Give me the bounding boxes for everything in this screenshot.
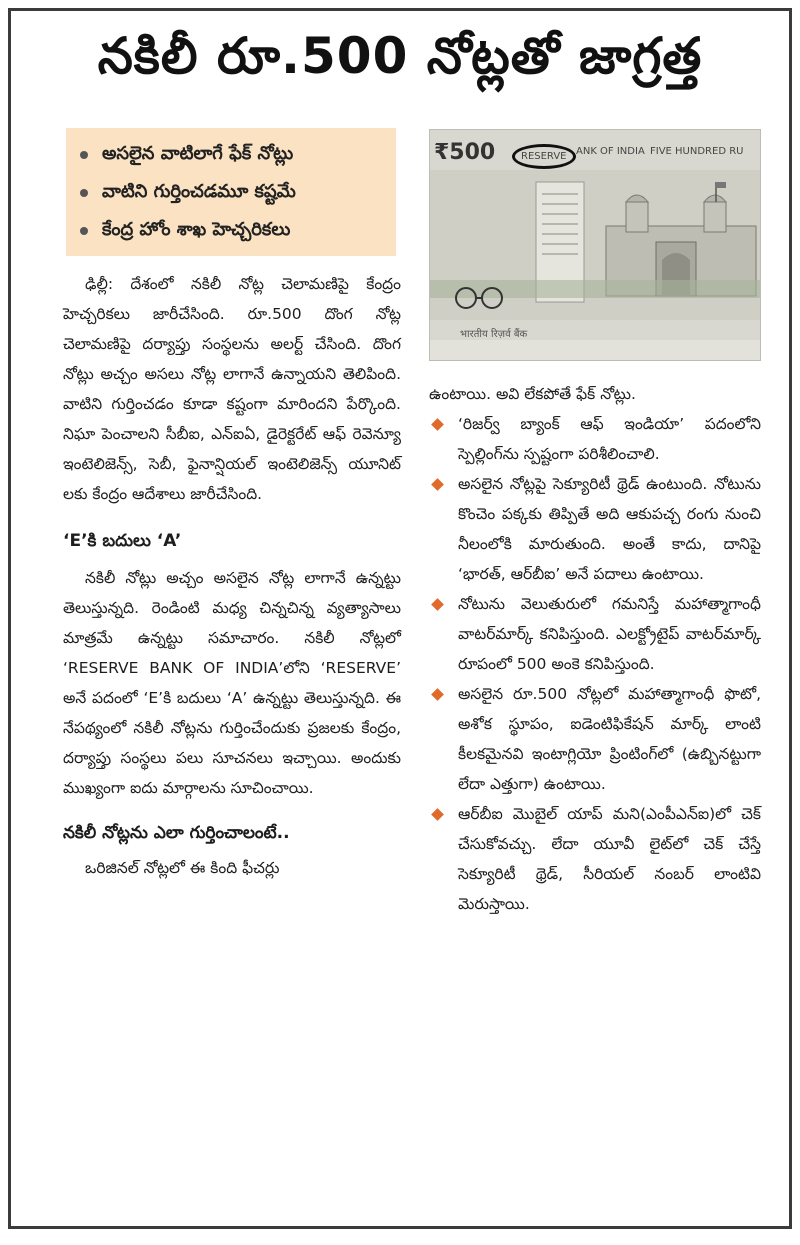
- highlight-text: వాటిని గుర్తించడమూ కష్టమే: [102, 180, 296, 202]
- headline: నకిలీ రూ.500 నోట్లతో జాగ్రత్త: [97, 26, 703, 85]
- highlight-item: [80, 212, 386, 250]
- intro-paragraph: ఢిల్లీ: దేశంలో నకిలీ నోట్ల చెలామణిపై కేంద్రం హెచ్చరికలు జారీచేసింది. రూ.500 దొంగ నోట్ల చెలామణిపై దర్యాప్తు సంస్థలను అలర్ట్ చేసింది. దొంగ నోట్లు అచ్చం అసలు నోట్ల లాగానే ఉన్నాయని తెలిపింది. వాటిని గుర్తించడం కూడా కష్టంగా మారిందని పేర్కొంది. నిఘా పెంచాలని సీబీఐ, ఎన్ఐఏ, డైరెక్టరేట్ ఆఫ్ రెవెన్యూ ఇంటెలిజెన్స్, సెబీ, ఫైనాన్షియల్ ఇంటెలిజెన్స్ యూనిట్ లకు కేంద్రం ఆదేశాలు జారీచేసింది.: [63, 275, 401, 503]
- subheading-how-to-identify: నకిలీ నోట్లను ఎలా గుర్తించాలంటే..: [63, 823, 290, 843]
- feature-item: [429, 799, 761, 919]
- features-lead-paragraph: ఒరిజినల్ నోట్లలో ఈ కింది ఫీచర్లు: [85, 859, 280, 877]
- feature-text: ‘రిజర్వ్ బ్యాంక్ ఆఫ్ ఇండియా’ పదంలోని స్పెల్లింగ్‌ను స్పష్టంగా పరిశీలించాలి.: [458, 415, 761, 463]
- feature-item: [429, 409, 761, 469]
- diamond-bullet-icon: [431, 808, 444, 821]
- note-hindi-text: भारतीय रिज़र्व बैंक: [460, 329, 528, 340]
- diamond-bullet-icon: [431, 688, 444, 701]
- note-bank-text: ANK OF INDIA: [576, 146, 645, 157]
- body-paragraph: నకిలీ నోట్లు అచ్చం అసలైన నోట్ల లాగానే ఉన్నట్టు తెలుస్తున్నది. రెండింటి మధ్య చిన్నచిన్న వ్యత్యాసాలు మాత్రమే ఉన్నట్టు సమాచారం. నకిలీ నోట్లలో ‘RESERVE BANK OF INDIA’లోని ‘RESERVE’ అనే పదంలో ‘E’కి బదులు ‘A’ ఉన్నట్టు తెలుస్తున్నది. ఈ నేపథ్యంలో నకిలీ నోట్లను గుర్తించేందుకు ప్రజలకు కేంద్రం, దర్యాప్తు సంస్థలు పలు సూచనలు ఇచ్చాయి. అందుకు ముఖ్యంగా ఐదు మార్గాలను సూచించాయి.: [63, 569, 401, 797]
- highlight-text: కేంద్ర హోం శాఖ హెచ్చరికలు: [102, 218, 291, 240]
- feature-text: నోటును వెలుతురులో గమనిస్తే మహాత్మాగాంధీ వాటర్‌మార్క్ కనిపిస్తుంది. ఎలక్ట్రోటైప్ వాటర్‌మార్క్ రూపంలో 500 అంకె కనిపిస్తుంది.: [458, 595, 761, 673]
- bullet-dot-icon: [80, 189, 88, 197]
- highlight-text: అసలైన వాటిలాగే ఫేక్ నోట్లు: [102, 142, 294, 164]
- diamond-bullet-icon: [431, 418, 444, 431]
- note-words-text: FIVE HUNDRED RU: [650, 146, 744, 157]
- feature-item: [429, 469, 761, 589]
- feature-text: ఆర్‌బీఐ మొబైల్ యాప్ మని(ఎంపీఎన్ఐ)లో చెక్ చేసుకోవచ్చు. లేదా యూవీ లైట్‌లో చెక్ చేస్తే సెక్యూరిటీ థ్రెడ్, సీరియల్ నంబర్ లాంటివి మెరుస్తాయి.: [458, 805, 761, 913]
- diamond-bullet-icon: [431, 598, 444, 611]
- subheading-e-to-a: ‘E’కి బదులు ‘A’: [63, 531, 182, 551]
- feature-item: [429, 589, 761, 679]
- note-denomination: ₹500: [434, 140, 496, 165]
- features-list: [429, 409, 761, 919]
- reserve-highlight: RESERVE: [512, 144, 576, 169]
- bullet-dot-icon: [80, 227, 88, 235]
- feature-text: అసలైన నోట్లపై సెక్యూరిటీ థ్రెడ్ ఉంటుంది. నోటును కొంచెం పక్కకు తిప్పితే అది ఆకుపచ్చ రంగు నుంచి నీలంలోకి మారుతుంది. అంతే కాదు, దానిపై ‘భారత్, ఆర్‌బీఐ’ అనే పదాలు ఉంటాయి.: [458, 475, 761, 583]
- bullet-dot-icon: [80, 151, 88, 159]
- highlights-box: [66, 128, 396, 256]
- feature-item: [429, 679, 761, 799]
- highlight-item: [80, 174, 386, 212]
- highlight-item: [80, 136, 386, 174]
- newspaper-article: [8, 8, 792, 1229]
- feature-text: అసలైన రూ.500 నోట్లలో మహాత్మాగాంధీ ఫొటో, అశోక స్థూపం, ఐడెంటిఫికేషన్ మార్క్ లాంటి కీలకమైనవి ఇంటాగ్లియో ప్రింటింగ్‌లో (ఉబ్బినట్టుగా లేదా ఎత్తుగా) ఉంటాయి.: [458, 685, 761, 793]
- left-column: [63, 269, 401, 883]
- currency-note-photo: [429, 129, 761, 361]
- features-continued-text: ఉంటాయి. అవి లేకపోతే ఫేక్ నోట్లు.: [429, 385, 636, 403]
- right-column: [429, 379, 761, 919]
- diamond-bullet-icon: [431, 478, 444, 491]
